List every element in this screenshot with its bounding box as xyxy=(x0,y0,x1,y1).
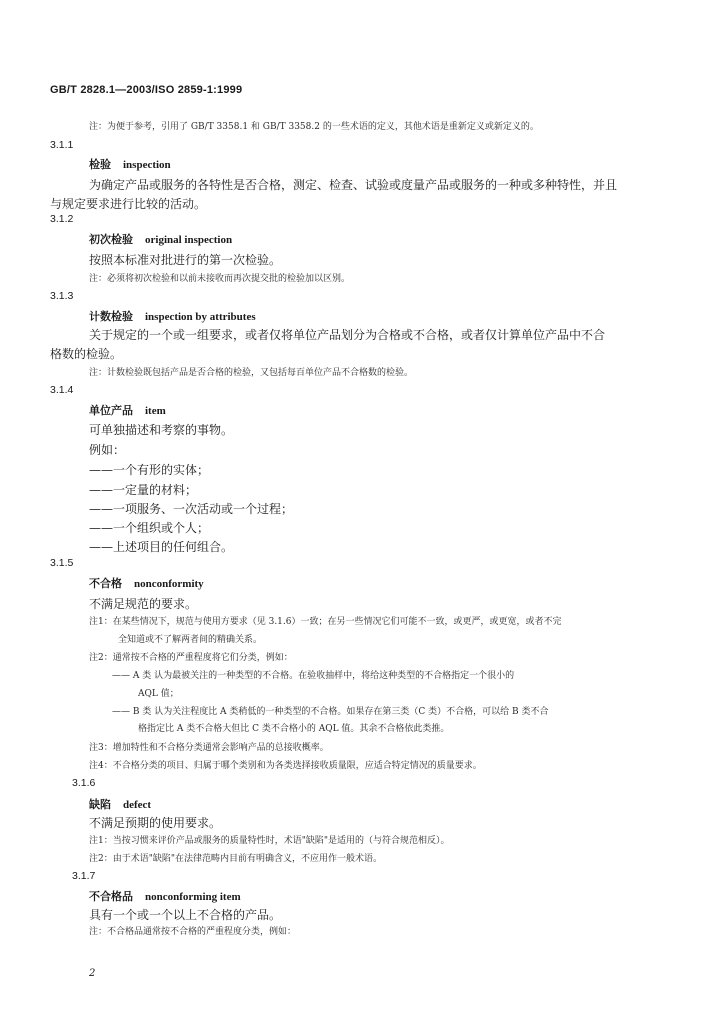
term-heading xyxy=(89,575,204,591)
definition-text: 不满足预期的使用要求。 xyxy=(89,816,222,830)
term-en: nonconformity xyxy=(134,578,204,590)
note-text: AQL 值； xyxy=(138,689,179,699)
definition-text: 可单独描述和考察的事物。 xyxy=(89,423,234,437)
term-zh: 检验 xyxy=(89,158,111,171)
standard-header: GB/T 2828.1—2003/ISO 2859-1:1999 xyxy=(50,84,243,96)
definition-text: 为确定产品或服务的各特性是否合格，测定、检查、试验或度量产品或服务的一种或多种特性，并且 xyxy=(89,178,618,192)
term-heading xyxy=(89,888,241,904)
list-item: ——一定量的材料； xyxy=(89,483,198,497)
term-en: defect xyxy=(123,799,152,811)
note-text: 注2：由于术语"缺陷"在法律范畴内目前有明确含义，不应用作一般术语。 xyxy=(89,854,383,864)
definition-text: 按照本标准对批进行的第一次检验。 xyxy=(89,253,282,267)
definition-text: 不满足规范的要求。 xyxy=(89,597,198,611)
note-text: 格指定比 A 类不合格大但比 C 类不合格小的 AQL 值。其余不合格依此类推。 xyxy=(138,724,450,734)
definition-text: 具有一个或一个以上不合格的产品。 xyxy=(89,908,282,922)
list-item: ——一个组织或个人； xyxy=(89,521,210,535)
definition-text: 关于规定的一个或一组要求，或者仅将单位产品划分为合格或不合格，或者仅计算单位产品中不合 xyxy=(89,328,606,342)
section-number: 3.1.1 xyxy=(50,139,74,151)
list-item: ——一个有形的实体； xyxy=(89,463,210,477)
example-label: 例如： xyxy=(89,443,126,457)
section-number: 3.1.7 xyxy=(72,870,96,882)
term-zh: 初次检验 xyxy=(89,233,133,246)
definition-text: 与规定要求进行比较的活动。 xyxy=(50,197,207,211)
section-number: 3.1.4 xyxy=(50,384,74,396)
term-heading xyxy=(89,796,151,812)
term-heading xyxy=(89,231,232,247)
note-text: 注：必须将初次检验和以前未接收而再次提交批的检验加以区别。 xyxy=(89,274,351,284)
term-zh: 不合格 xyxy=(89,577,122,590)
list-item: ——上述项目的任何组合。 xyxy=(89,540,234,554)
term-heading xyxy=(89,308,256,324)
intro-note: 注：为便于参考，引用了 GB/T 3358.1 和 GB/T 3358.2 的一些术语的定义，其他术语是重新定义或新定义的。 xyxy=(89,122,539,132)
term-en: original inspection xyxy=(145,234,233,246)
section-number: 3.1.3 xyxy=(50,290,74,302)
term-heading xyxy=(89,402,166,418)
section-number: 3.1.6 xyxy=(72,777,96,789)
definition-text: 格数的检验。 xyxy=(50,347,123,361)
term-zh: 缺陷 xyxy=(89,798,111,811)
term-en: inspection by attributes xyxy=(145,311,256,323)
term-zh: 不合格品 xyxy=(89,890,133,903)
note-text: 注：计数检验既包括产品是否合格的检验，又包括每百单位产品不合格数的检验。 xyxy=(89,368,414,378)
term-en: item xyxy=(145,405,166,417)
note-text: —— A 类 认为最被关注的一种类型的不合格。在验收抽样中，将给这种类型的不合格指定一个很小的 xyxy=(112,671,515,681)
section-number: 3.1.5 xyxy=(50,557,74,569)
section-number: 3.1.2 xyxy=(50,213,74,225)
note-text: —— B 类 认为关注程度比 A 类稍低的一种类型的不合格。如果存在第三类（C 类）不合格，可以给 B 类不合 xyxy=(112,707,549,717)
term-en: nonconforming item xyxy=(145,891,241,903)
note-text: 注1：在某些情况下，规范与使用方要求（见 3.1.6）一致；在另一些情况它们可能不一致，或更严，或更宽，或者不完 xyxy=(89,617,562,627)
term-zh: 单位产品 xyxy=(89,404,133,417)
term-zh: 计数检验 xyxy=(89,310,133,323)
note-text: 注2：通常按不合格的严重程度将它们分类，例如： xyxy=(89,653,293,663)
note-text: 注1：当按习惯来评价产品或服务的质量特性时，术语"缺陷"是适用的（与符合规范相反）。 xyxy=(89,836,450,846)
term-heading xyxy=(89,156,171,172)
page-number: 2 xyxy=(89,968,96,979)
term-en: inspection xyxy=(123,159,171,171)
note-text: 注4：不合格分类的项目、归属于哪个类别和为各类选择接收质量限，应适合特定情况的质量要求。 xyxy=(89,761,482,771)
list-item: ——一项服务、一次活动或一个过程； xyxy=(89,502,294,516)
note-text: 注：不合格品通常按不合格的严重程度分类，例如： xyxy=(89,927,297,937)
note-text: 全知道或不了解两者间的精确关系。 xyxy=(118,635,263,645)
note-text: 注3：增加特性和不合格分类通常会影响产品的总接收概率。 xyxy=(89,743,329,753)
